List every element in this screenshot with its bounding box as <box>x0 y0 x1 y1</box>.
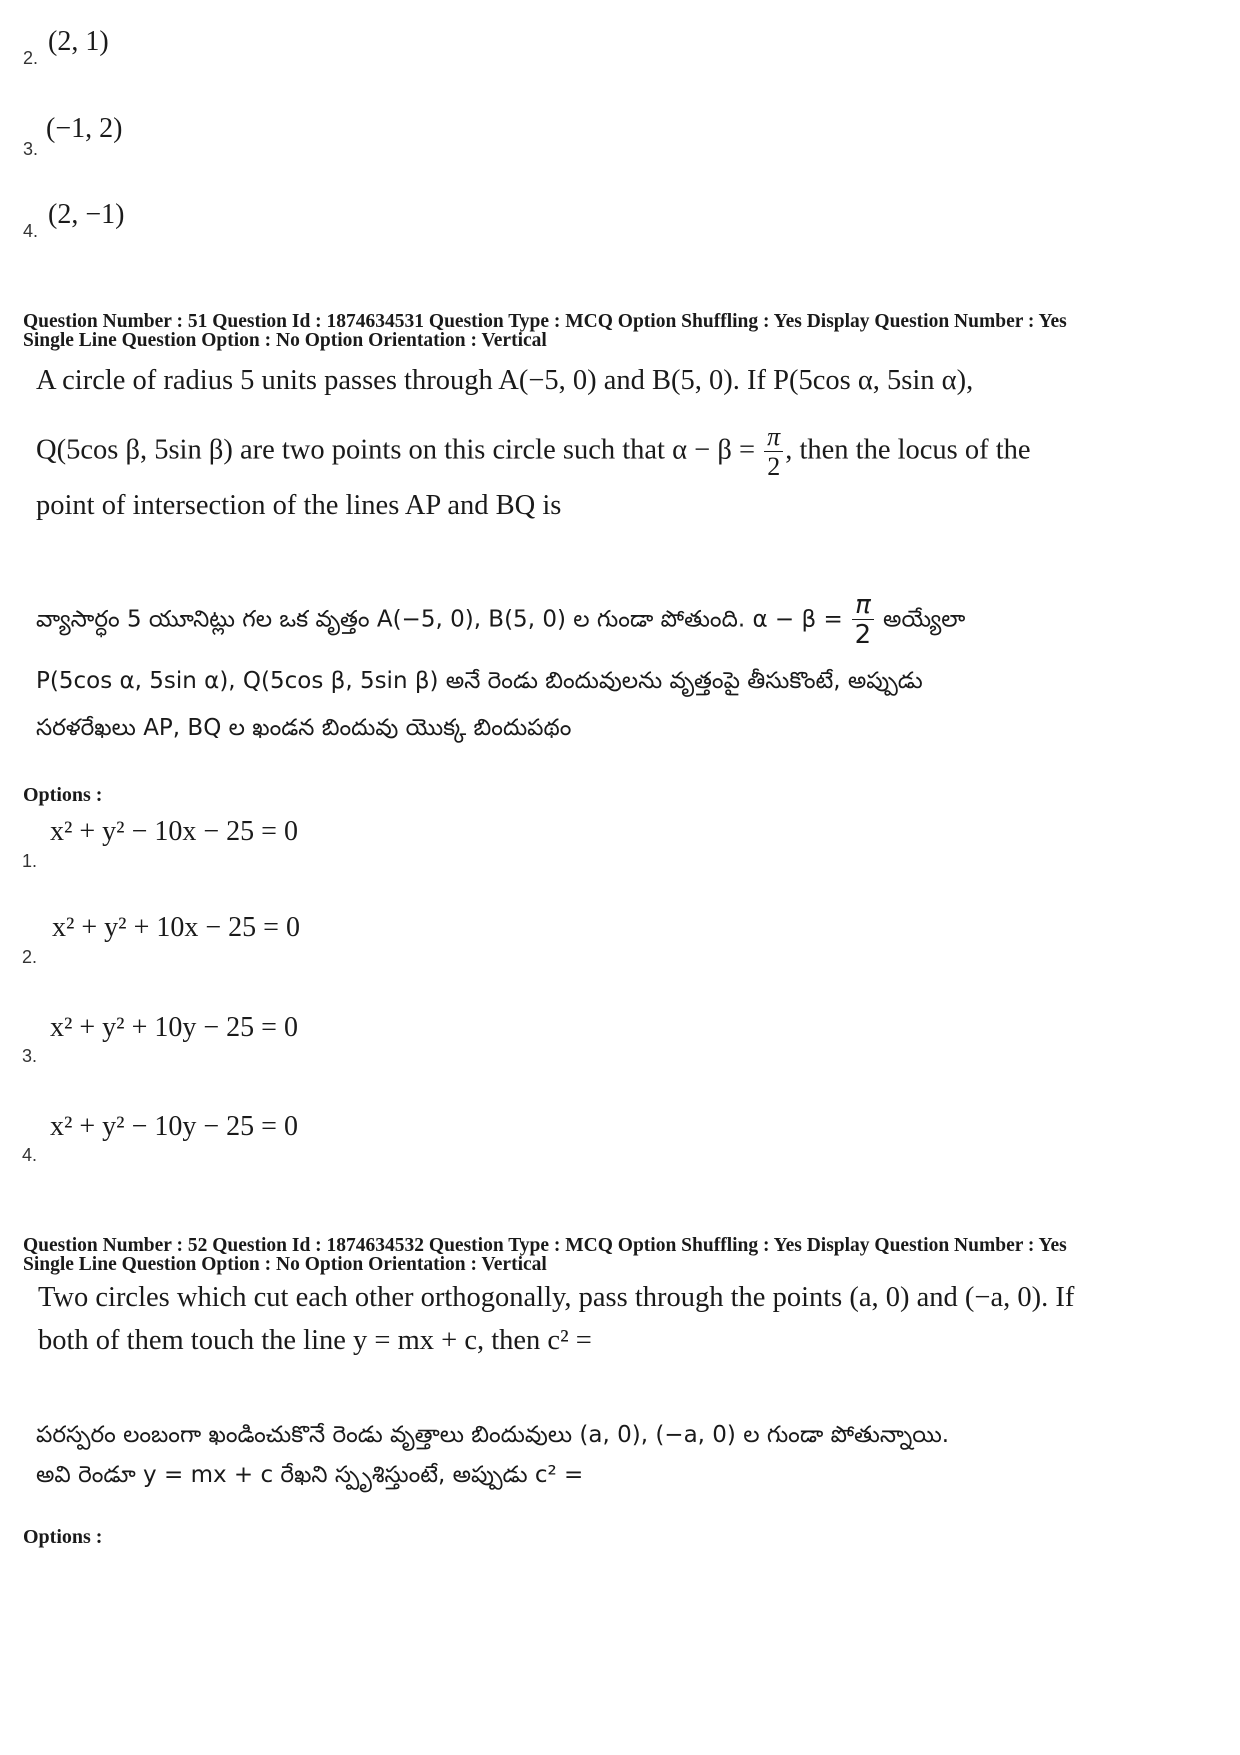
option-text[interactable]: (2, 1) <box>48 26 109 57</box>
fraction-pi-over-2: $\frac{\pi}{2}$ <box>852 592 874 648</box>
options-label: Options : <box>23 1526 103 1548</box>
option-text[interactable]: x² + y² + 10x − 25 = 0 <box>52 912 300 943</box>
question-text-te-line-1: పరస్పరం లంబంగా ఖండించుకొనే రెండు వృత్తాలు బిందువులు (a, 0), (−a, 0) ల గుండా పోతున్నాయి. <box>36 1422 950 1448</box>
question-text-te-line-2: అవి రెండూ y = mx + c రేఖని స్పృశిస్తుంటే, అప్పుడు c² = <box>36 1462 584 1488</box>
question-text-part: , then the locus of the <box>785 434 1031 466</box>
option-text[interactable]: x² + y² − 10x − 25 = 0 <box>50 816 298 847</box>
question-text-en-line-2 <box>36 424 1031 480</box>
option-number: 3. <box>23 139 39 159</box>
question-text-te-line-3: సరళరేఖలు AP, BQ ల ఖండన బిందువు యొక్క బిందుపథం <box>36 715 572 741</box>
question-text-te-line-1: వ్యాసార్ధం 5 యూనిట్లు గల ఒక వృత్తం A(−5, 0), B(5, 0) ల గుండా పోతుంది. α − β = $\frac{\pi}{2}$ అయ్యేలా <box>36 590 966 650</box>
option-text[interactable]: x² + y² + 10y − 25 = 0 <box>50 1012 298 1043</box>
option-number: 1. <box>22 851 38 871</box>
option-number: 4. <box>22 1145 38 1165</box>
fraction-pi-over-2: $\frac{\pi}{2}$ <box>764 424 783 480</box>
question-text-en-line-2: both of them touch the line y = mx + c, then c² = <box>38 1325 592 1356</box>
option-text[interactable]: (2, −1) <box>48 199 125 230</box>
question-text-en-line-1: Two circles which cut each other orthogonally, pass through the points (a, 0) and (−a, 0). If <box>38 1282 1075 1313</box>
options-label: Options : <box>23 784 103 806</box>
option-number: 3. <box>22 1046 38 1066</box>
question-meta-line-1: Question Number : 51 Question Id : 1874634531 Question Type : MCQ Option Shuffling : Yes Display Question Number : Yes <box>23 311 1067 332</box>
question-text-en-line-1: A circle of radius 5 units passes through A(−5, 0) and B(5, 0). If P(5cos α, 5sin α), <box>36 365 974 396</box>
question-meta-line-2: Single Line Question Option : No Option Orientation : Vertical <box>23 330 547 351</box>
question-text-te-line-2: P(5cos α, 5sin α), Q(5cos β, 5sin β) అనే రెండు బిందువులను వృత్తంపై తీసుకొంటే, అప్పుడు <box>36 668 923 694</box>
option-text[interactable]: (−1, 2) <box>46 113 123 144</box>
question-text-en-line-3: point of intersection of the lines AP and BQ is <box>36 490 562 521</box>
option-number: 2. <box>23 48 39 68</box>
option-number: 4. <box>23 221 39 241</box>
question-meta-line-2: Single Line Question Option : No Option Orientation : Vertical <box>23 1254 547 1275</box>
question-meta-line-1: Question Number : 52 Question Id : 1874634532 Question Type : MCQ Option Shuffling : Yes Display Question Number : Yes <box>23 1235 1067 1256</box>
option-text[interactable]: x² + y² − 10y − 25 = 0 <box>50 1111 298 1142</box>
option-number: 2. <box>22 947 38 967</box>
question-text-part: Q(5cos β, 5sin β) are two points on this circle such that α − β = <box>36 434 756 466</box>
